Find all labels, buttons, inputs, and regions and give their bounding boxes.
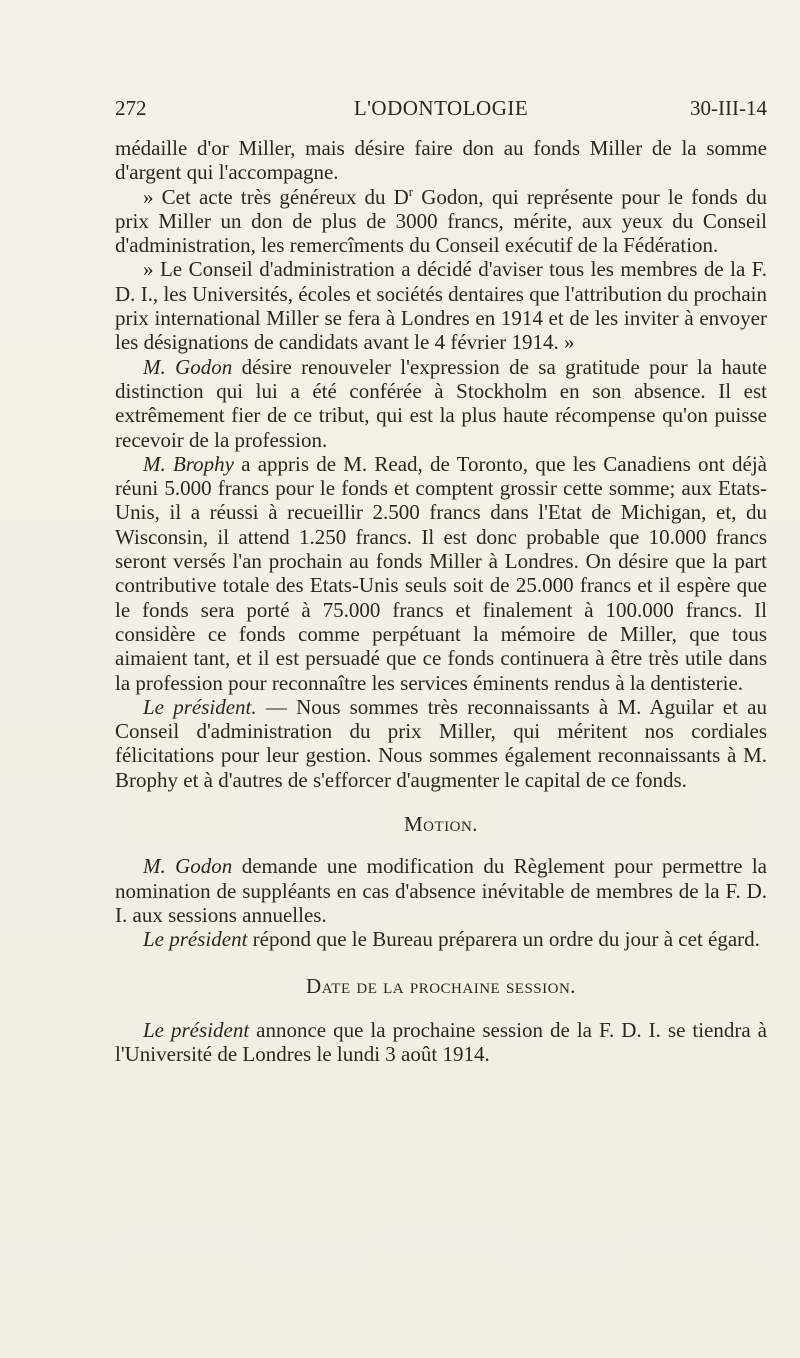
paragraph: » Le Conseil d'administration a décidé d'aviser tous les membres de la F. D. I., les Universités, écoles et sociétés dentaires que l'attribution du prochain prix international Miller se fera à Londres en 1914 et de les inviter à envoyer les désignations de candidats avant le 4 février 1914. » xyxy=(115,257,767,355)
paragraph: Le président. — Nous sommes très reconnaissants à M. Aguilar et au Conseil d'administration du prix Miller, qui méritent nos cordiales félicitations pour leur gestion. Nous sommes également reconnaissants à M. Brophy et à d'autres de s'efforcer d'augmenter le capital de ce fonds. xyxy=(115,694,768,792)
journal-title: L'ODONTOLOGIE xyxy=(353,96,529,120)
section-heading-motion: Motion. xyxy=(403,812,479,837)
speaker: M. Godon xyxy=(143,854,233,879)
paragraph: M. Godon demande une modification du Règlement pour permettre la nomination de suppléants en cas d'absence inévitable de membres de la F. D. I. aux sessions annuelles. xyxy=(115,854,767,927)
speaker: Le président xyxy=(143,927,248,952)
paragraph: M. Godon désire renouveler l'expression de sa gratitude pour la haute distinction qui lui a été conférée à Stockholm en son absence. Il est extrêmement fier de ce tribut, qui est la plus haute récompense qu'on puisse recevoir de la profession. xyxy=(115,354,767,452)
section-heading-date: Date de la prochaine session. xyxy=(305,973,577,998)
speaker: M. Godon xyxy=(143,354,233,379)
issue-date: 30-III-14 xyxy=(690,96,767,120)
speaker: M. Brophy xyxy=(143,451,234,476)
paragraph: » Cet acte très généreux du $D^r$ Godon, qui représente pour le fonds du prix Miller un don de plus de 3000 francs, mérite, aux yeux du Conseil d'administration, les remercîments du Conseil exécutif de la Fédération. xyxy=(115,183,767,258)
page-number: 272 xyxy=(115,96,147,120)
paragraph: M. Brophy a appris de M. Read, de Toronto, que les Canadiens ont déjà réuni 5.000 francs pour le fonds et comptent grossir cette somme; aux Etats-Unis, il a réussi à recueillir 2.500 francs dans l'Etat de Michigan, et, du Wisconsin, il attend 1.250 francs. Il est donc probable que 10.000 francs seront versés l'an prochain au fonds Miller à Londres. On désire que la part contributive totale des Etats-Unis seuls soit de 25.000 francs et il espère que le fonds sera porté à 75.000 francs et finalement à 100.000 francs. Il considère ce fonds comme perpétuant la mémoire de Miller, que tous aimaient tant, et il est persuadé que ce fonds continuera à être très utile dans la profession pour reconnaître les services éminents rendus à la dentisterie. xyxy=(115,451,767,695)
running-head xyxy=(115,96,767,126)
speaker: Le président. xyxy=(143,694,257,719)
paragraph: Le président répond que le Bureau préparera un ordre du jour à cet égard. xyxy=(143,927,760,952)
body-text xyxy=(115,136,767,1066)
paragraph: médaille d'or Miller, mais désire faire don au fonds Miller de la somme d'argent qui l'accompagne. xyxy=(115,136,767,185)
paragraph: Le président annonce que la prochaine session de la F. D. I. se tiendra à l'Université de Londres le lundi 3 août 1914. xyxy=(115,1017,767,1067)
speaker: Le président xyxy=(143,1017,250,1042)
